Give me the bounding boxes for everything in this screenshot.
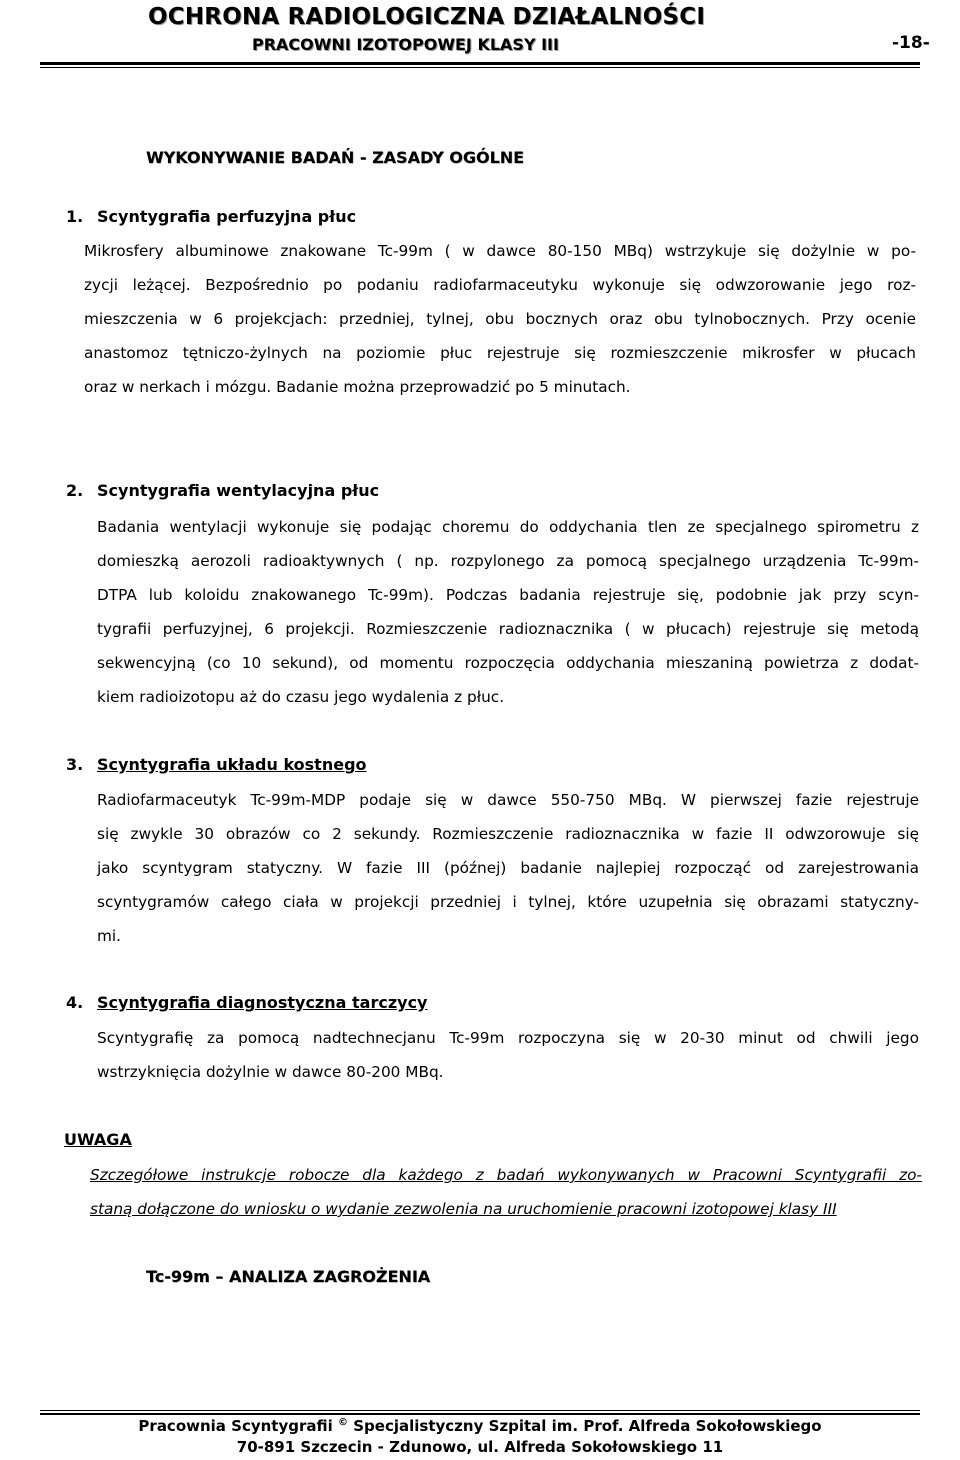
section-body bbox=[97, 783, 919, 953]
body-line: kiem radioizotopu aż do czasu jego wydalenia z płuc. bbox=[97, 688, 505, 706]
note-title: UWAGA bbox=[64, 1130, 132, 1149]
body-line: domieszką aerozoli radioaktywnych ( np. rozpylonego za pomocą specjalnego urządzenia Tc-99m- bbox=[97, 552, 919, 570]
body-line: Badania wentylacji wykonuje się podając choremu do oddychania tlen ze specjalnego spirometru z bbox=[97, 518, 919, 536]
footer-address: 70-891 Szczecin - Zdunowo, ul. Alfreda Sokołowskiego 11 bbox=[236, 1438, 724, 1456]
body-line: tygrafii perfuzyjnej, 6 projekcji. Rozmieszczenie radioznacznika ( w płucach) rejestruje się metodą bbox=[97, 620, 919, 638]
section-number: 4. bbox=[66, 993, 84, 1012]
body-line: scyntygramów całego ciała w projekcji przedniej i tylnej, które uzupełnia się obrazami statyczny- bbox=[97, 893, 919, 911]
body-line: sekwencyjną (co 10 sekund), od momentu rozpoczęcia oddychania mieszaniną powietrza z dodat- bbox=[97, 654, 919, 672]
section-number: 3. bbox=[66, 755, 84, 774]
body-line: jako scyntygram statyczny. W fazie III (późnej) badanie najlepiej rozpocząć od zarejestrowania bbox=[97, 859, 919, 877]
document-subtitle: PRACOWNI IZOTOPOWEJ KLASY III bbox=[252, 35, 559, 54]
main-heading: WYKONYWANIE BADAŃ - ZASADY OGÓLNE bbox=[146, 148, 525, 167]
section-body bbox=[97, 1021, 919, 1089]
footer-line-1 bbox=[0, 1417, 960, 1435]
header-rule-thin bbox=[40, 67, 920, 68]
section-number: 1. bbox=[66, 207, 84, 226]
footer-rule-thick bbox=[40, 1413, 920, 1415]
section-title: Scyntygrafia diagnostyczna tarczycy bbox=[97, 993, 428, 1012]
body-line: Radiofarmaceutyk Tc-99m-MDP podaje się w dawce 550-750 MBq. W pierwszej fazie rejestruje bbox=[97, 791, 919, 809]
section-body bbox=[84, 234, 916, 404]
note-body bbox=[90, 1158, 922, 1226]
section-body bbox=[97, 510, 919, 714]
body-line: DTPA lub koloidu znakowanego Tc-99m). Podczas badania rejestruje się, podobnie jak przy scyn- bbox=[97, 586, 919, 604]
page-number: -18- bbox=[892, 33, 930, 53]
footer-institution-unit: Pracownia Scyntygrafii bbox=[138, 1417, 333, 1435]
section-number: 2. bbox=[66, 481, 84, 500]
footer-rule-thin bbox=[40, 1410, 920, 1411]
body-line: wstrzyknięcia dożylnie w dawce 80-200 MBq. bbox=[97, 1063, 444, 1081]
body-line: oraz w nerkach i mózgu. Badanie można przeprowadzić po 5 minutach. bbox=[84, 378, 631, 396]
document-title: OCHRONA RADIOLOGICZNA DZIAŁALNOŚCI bbox=[148, 4, 706, 30]
analysis-heading: Tc-99m – ANALIZA ZAGROŻENIA bbox=[146, 1267, 431, 1286]
section-title: Scyntygrafia układu kostnego bbox=[97, 755, 367, 774]
footer-institution-name: Specjalistyczny Szpital im. Prof. Alfreda Sokołowskiego bbox=[353, 1417, 822, 1435]
body-line: anastomoz tętniczo-żylnych na poziomie płuc rejestruje się rozmieszczenie mikrosfer w płucach bbox=[84, 344, 916, 362]
body-line: się zwykle 30 obrazów co 2 sekundy. Rozmieszczenie radioznacznika w fazie II odwzorowuje się bbox=[97, 825, 919, 843]
body-line: mieszczenia w 6 projekcjach: przedniej, tylnej, obu bocznych oraz obu tylnobocznych. Przy ocenie bbox=[84, 310, 916, 328]
body-line: zycji leżącej. Bezpośrednio po podaniu radiofarmaceutyku wykonuje się odwzorowanie jego roz- bbox=[84, 276, 916, 294]
section-title: Scyntygrafia perfuzyjna płuc bbox=[97, 207, 357, 226]
note-line: staną dołączone do wniosku o wydanie zezwolenia na uruchomienie pracowni izotopowej klasy III bbox=[90, 1200, 837, 1218]
section-title: Scyntygrafia wentylacyjna płuc bbox=[97, 481, 380, 500]
body-line: mi. bbox=[97, 927, 122, 945]
body-line: Mikrosfery albuminowe znakowane Tc-99m ( w dawce 80-150 MBq) wstrzykuje się dożylnie w po- bbox=[84, 242, 916, 260]
copyright-icon: © bbox=[338, 1417, 349, 1428]
note-line: Szczegółowe instrukcje robocze dla każdego z badań wykonywanych w Pracowni Scyntygrafii zo- bbox=[90, 1166, 922, 1184]
header-rule-thick bbox=[40, 62, 920, 65]
body-line: Scyntygrafię za pomocą nadtechnecjanu Tc-99m rozpoczyna się w 20-30 minut od chwili jego bbox=[97, 1029, 919, 1047]
